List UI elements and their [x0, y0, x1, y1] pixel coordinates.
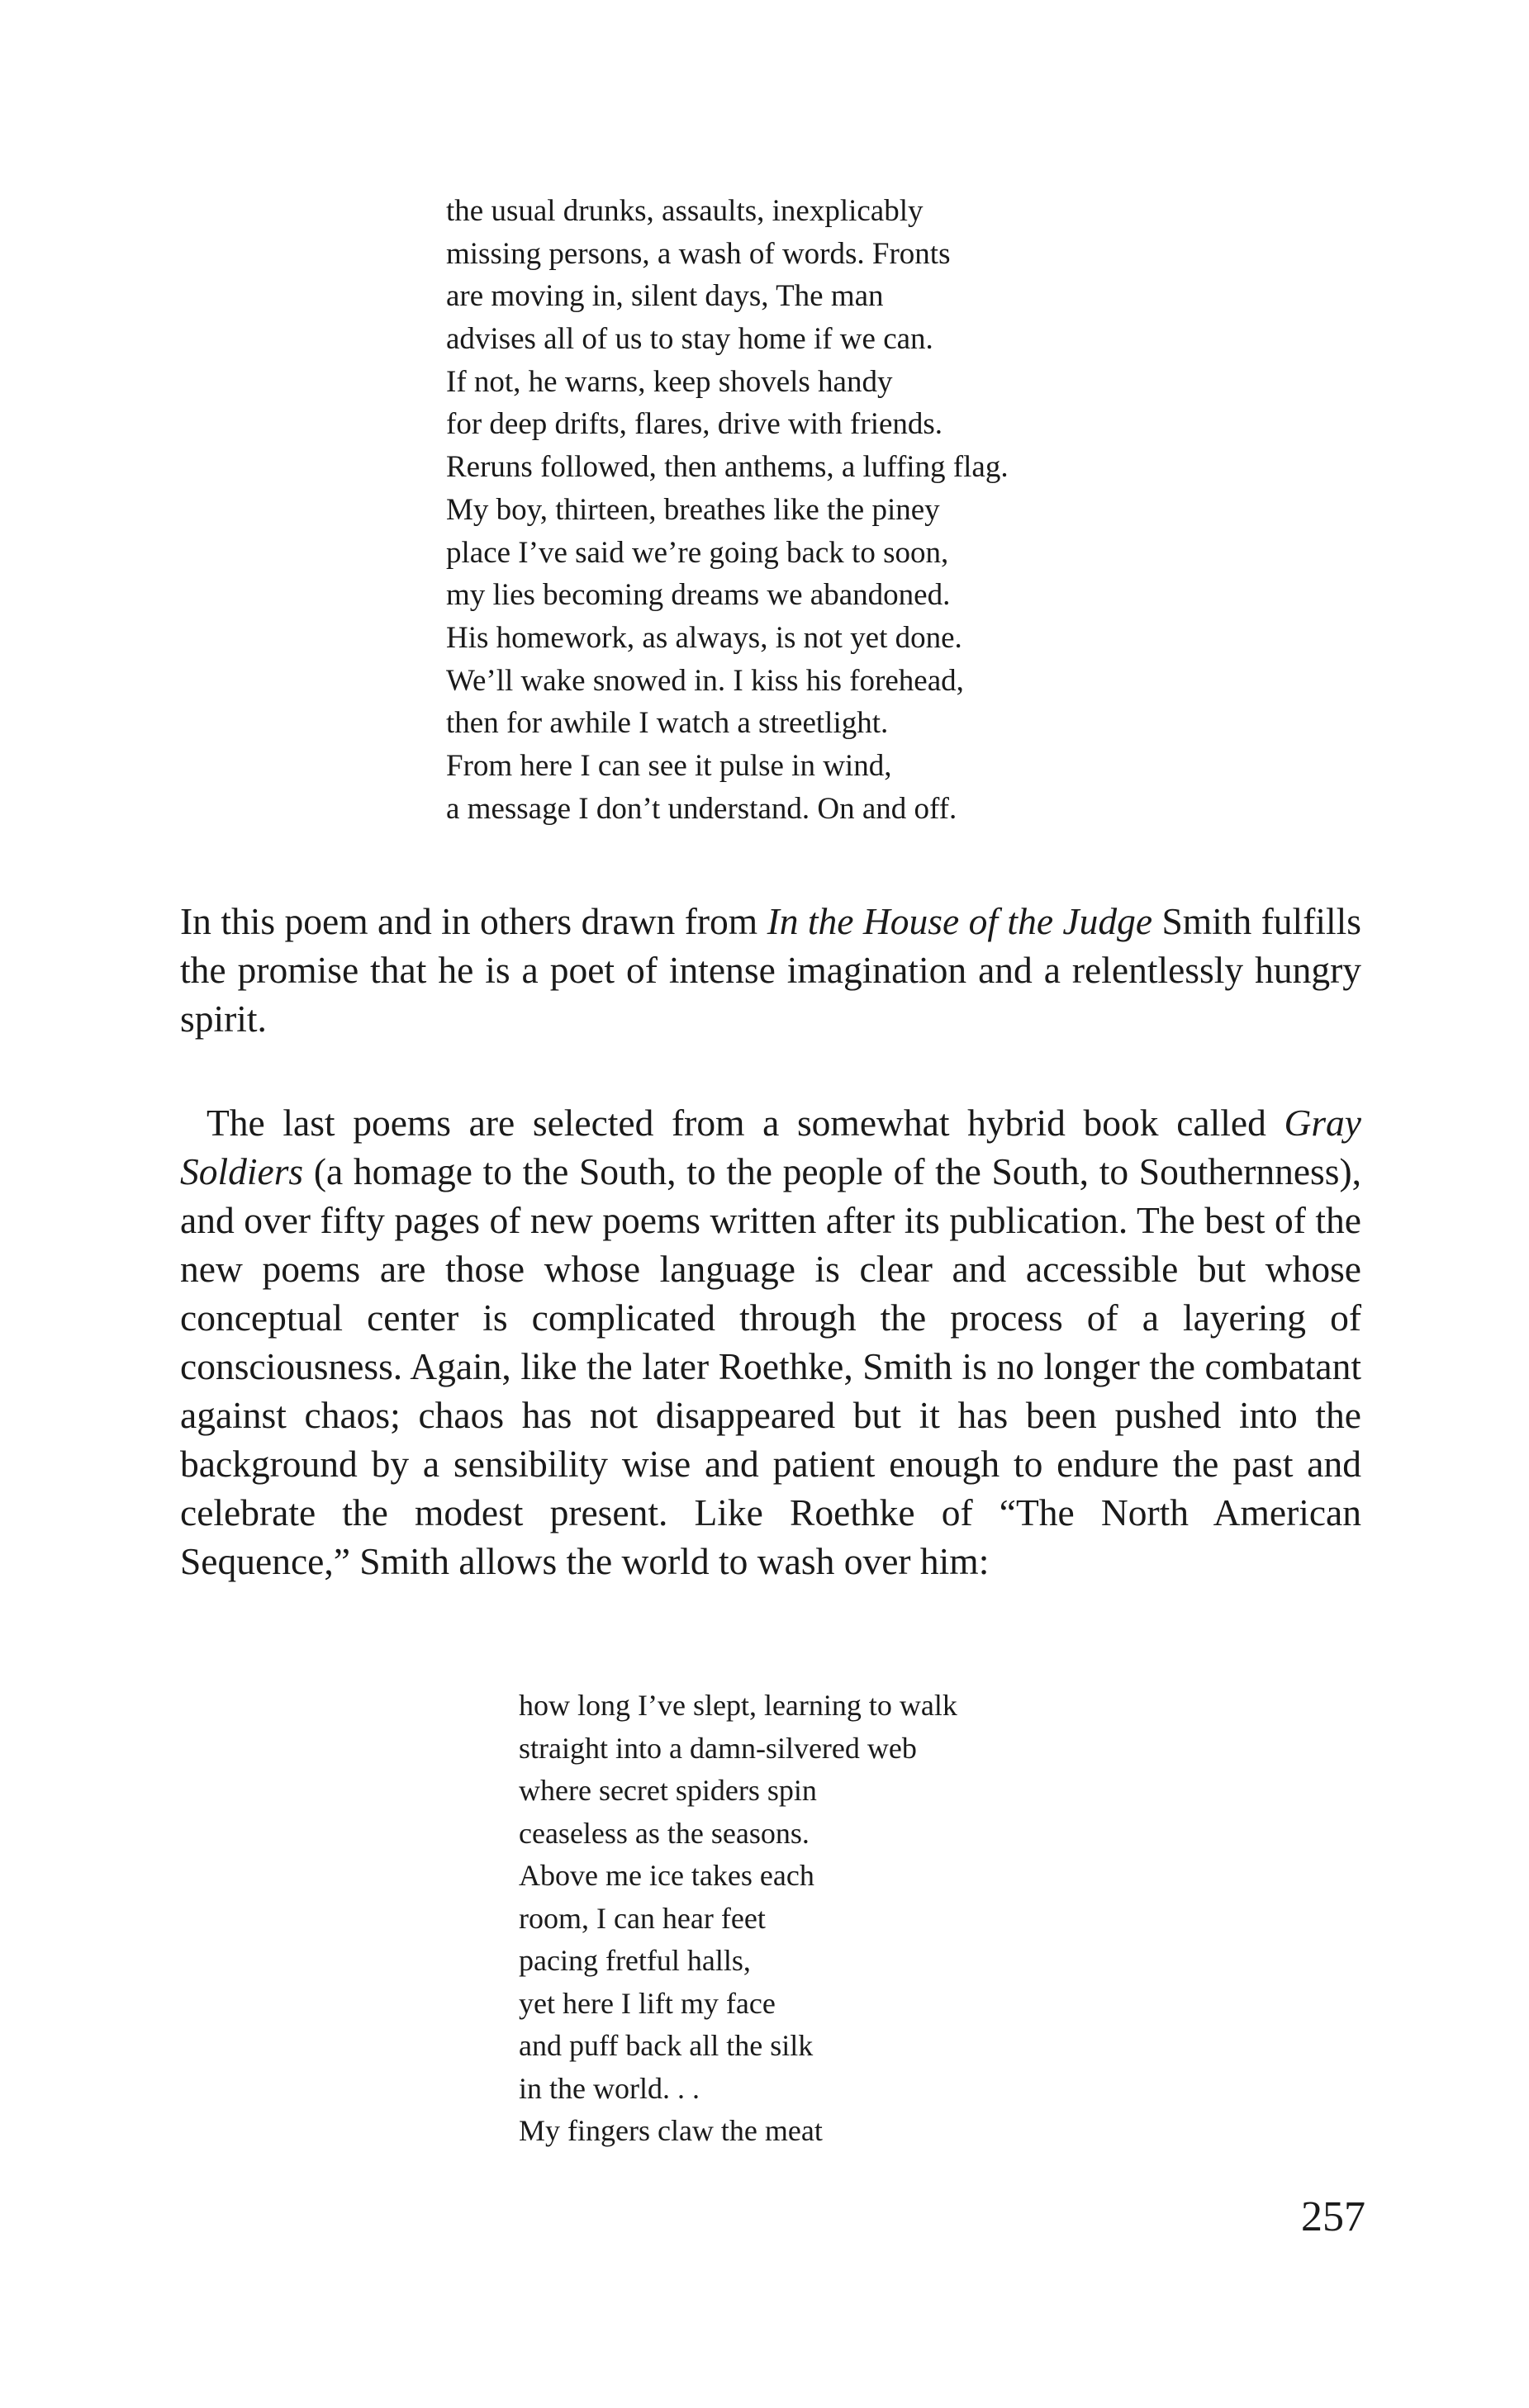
paragraph-text: Smith fulfills the promise that he is a poet of intense imagination and a relentlessly hungry spirit.	[180, 900, 1361, 1040]
poem-line: how long I’ve slept, learning to walk	[519, 1689, 957, 1722]
poem-line: missing persons, a wash of words. Fronts	[446, 236, 951, 271]
poem-line: yet here I lift my face	[519, 1986, 776, 2020]
poem-line: If not, he warns, keep shovels handy	[446, 364, 893, 399]
poem-line: are moving in, silent days, The man	[446, 279, 884, 314]
poem-line: the usual drunks, assaults, inexplicably	[446, 194, 924, 228]
page-number: 257	[1301, 2193, 1365, 2240]
poem-line: Above me ice takes each	[519, 1859, 814, 1892]
poem-line: ceaseless as the seasons.	[519, 1816, 810, 1850]
poem-line: My boy, thirteen, breathes like the piney	[446, 492, 940, 527]
paragraph-text: In this poem and in others drawn from	[180, 900, 767, 942]
poem-line: and puff back all the silk	[519, 2029, 814, 2062]
poem-line: my lies becoming dreams we abandoned.	[446, 578, 951, 613]
poem-line: Reruns followed, then anthems, a luffing flag.	[446, 450, 1009, 485]
poem-line: We’ll wake snowed in. I kiss his forehead,	[446, 663, 964, 698]
book-title: Gray Soldiers	[180, 1102, 1361, 1192]
body-paragraph-2	[180, 1098, 1361, 1586]
poem-line: My fingers claw the meat	[519, 2114, 823, 2147]
poem-line: room, I can hear feet	[519, 1901, 766, 1935]
book-title: In the House of the Judge	[767, 900, 1153, 942]
poem-line: then for awhile I watch a streetlight.	[446, 706, 889, 741]
poem-excerpt-bottom	[519, 1685, 1196, 2153]
poem-line: straight into a damn-silvered web	[519, 1731, 917, 1765]
poem-line: where secret spiders spin	[519, 1774, 817, 1807]
poem-line: place I’ve said we’re going back to soon,	[446, 535, 949, 570]
body-paragraph-1	[180, 897, 1361, 1043]
poem-excerpt-top	[446, 190, 1123, 830]
poem-line: From here I can see it pulse in wind,	[446, 748, 892, 783]
poem-line: advises all of us to stay home if we can.	[446, 322, 933, 357]
poem-line: in the world. . .	[519, 2071, 700, 2105]
poem-line: His homework, as always, is not yet done.	[446, 620, 962, 655]
poem-line: a message I don’t understand. On and off.	[446, 791, 957, 826]
paragraph-text: The last poems are selected from a somewhat hybrid book called	[207, 1102, 1284, 1144]
poem-line: pacing fretful halls,	[519, 1944, 751, 1977]
paragraph-text: (a homage to the South, to the people of the South, to Southernness), and over fifty pages of new poems written after its publication. The best of the new poems are those whose language is clear and accessible but whose conceptual center is complicated through the process of a layering of consciousness. Again, like the later Roethke, Smith is no longer the combatant against chaos; chaos has not disappeared but it has been pushed into the background by a sensibility wise and patient enough to endure the past and celebrate the modest present. Like Roethke of “The North American Sequence,” Smith allows the world to wash over him:	[180, 1150, 1361, 1582]
poem-line: for deep drifts, flares, drive with friends.	[446, 407, 943, 442]
